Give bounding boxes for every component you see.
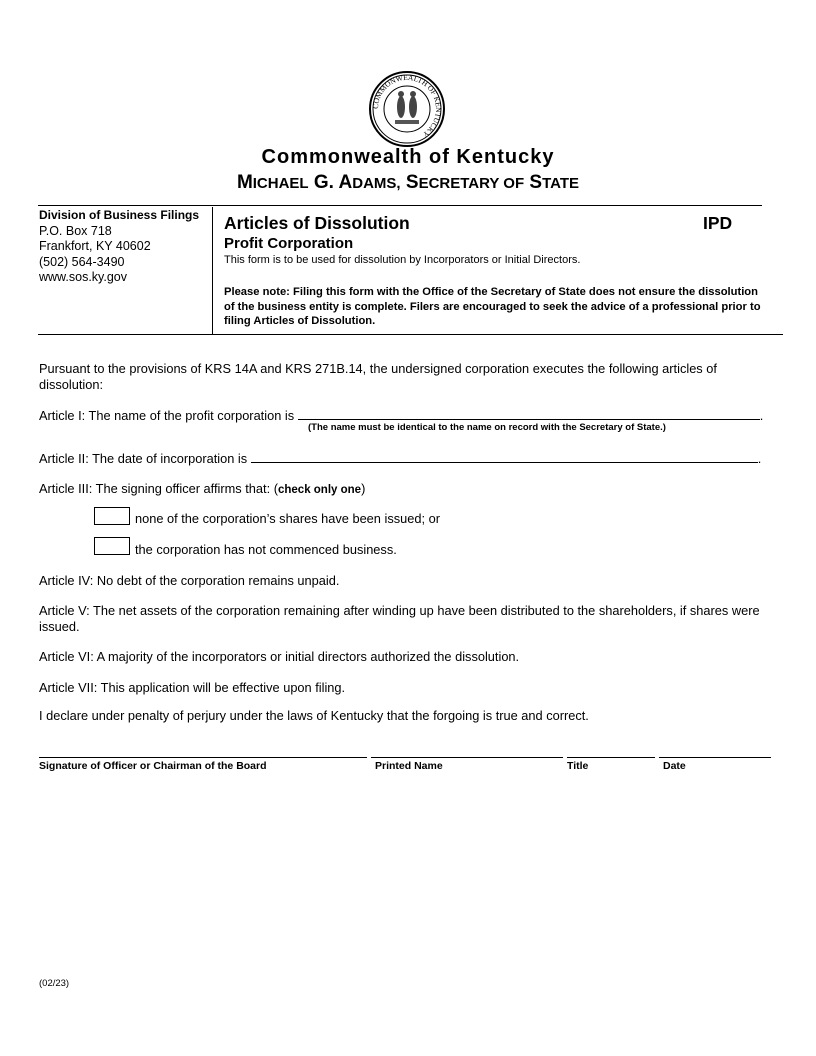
secretary-name: MICHAEL G. ADAMS, SECRETARY OF STATE (236, 172, 580, 193)
declaration: I declare under penalty of perjury under the laws of Kentucky that the forgoing is true and correct. (39, 708, 589, 723)
printed-name-label: Printed Name (375, 760, 443, 772)
article-1-text: Article I: The name of the profit corporation is (39, 408, 295, 423)
division-name: Division of Business Filings (39, 208, 200, 222)
article-1: Article I: The name of the profit corporation is . (39, 408, 764, 423)
po-box: P.O. Box 718 (39, 223, 112, 238)
page-title: Commonwealth of Kentucky (261, 146, 555, 168)
city-state-zip: Frankfort, KY 40602 (39, 239, 151, 253)
title-line[interactable] (567, 757, 655, 758)
signature-line[interactable] (39, 757, 367, 758)
intro-paragraph: Pursuant to the provisions of KRS 14A and KRS 271B.14, the undersigned corporation executes the following articles of dissolution: (39, 361, 717, 392)
article-4: Article IV: No debt of the corporation remains unpaid. (39, 573, 340, 588)
article-3: Article III: The signing officer affirms that: (check only one) (39, 481, 366, 496)
article-2-text: Article II: The date of incorporation is (39, 451, 248, 466)
printed-name-line[interactable] (371, 757, 563, 758)
state-seal (368, 70, 446, 148)
article-2: Article II: The date of incorporation is . (39, 451, 762, 466)
signature-label: Signature of Officer or Chairman of the Board (39, 760, 267, 772)
article-7: Article VII: This application will be effective upon filing. (39, 680, 346, 695)
form-description: This form is to be used for dissolution by Incorporators or Initial Directors. (224, 254, 581, 266)
svg-text:COMMONWEALTH OF KENTUCKY: COMMONWEALTH OF KENTUCKY (370, 72, 444, 140)
option-not-commenced-label: the corporation has not commenced business. (135, 542, 397, 557)
revision-date: (02/23) (39, 978, 70, 989)
title-label: Title (567, 760, 589, 772)
form-subtitle: Profit Corporation (224, 235, 354, 252)
article-5: Article V: The net assets of the corporation remaining after winding up have been distributed to the shareholders, if shares were issued. (39, 603, 760, 634)
website: www.sos.ky.gov (39, 270, 127, 284)
vertical-divider (212, 207, 213, 335)
form-code: IPD (703, 213, 733, 233)
option-shares-not-issued-checkbox[interactable] (94, 507, 130, 525)
article-1-hint: (The name must be identical to the name on record with the Secretary of State.) (308, 422, 666, 433)
option-not-commenced-checkbox[interactable] (94, 537, 130, 555)
incorporation-date-field[interactable] (251, 450, 758, 463)
date-line[interactable] (659, 757, 771, 758)
article-6: Article VI: A majority of the incorporators or initial directors authorized the dissolution. (39, 649, 520, 664)
section-divider (38, 334, 783, 335)
form-title: Articles of Dissolution (224, 213, 410, 233)
corporation-name-field[interactable] (298, 407, 760, 420)
filing-note: Please note: Filing this form with the Office of the Secretary of State does not ensure the dissolution of the business entity is complete. Filers are encouraged to seek the advice of a professional prior to filing Articles of Dissolution. (224, 286, 761, 327)
phone-number: (502) 564-3490 (39, 254, 125, 269)
option-shares-not-issued-label: none of the corporation’s shares have been issued; or (135, 511, 440, 526)
header-divider (38, 205, 762, 206)
date-label: Date (663, 760, 686, 772)
office-address (39, 208, 199, 286)
